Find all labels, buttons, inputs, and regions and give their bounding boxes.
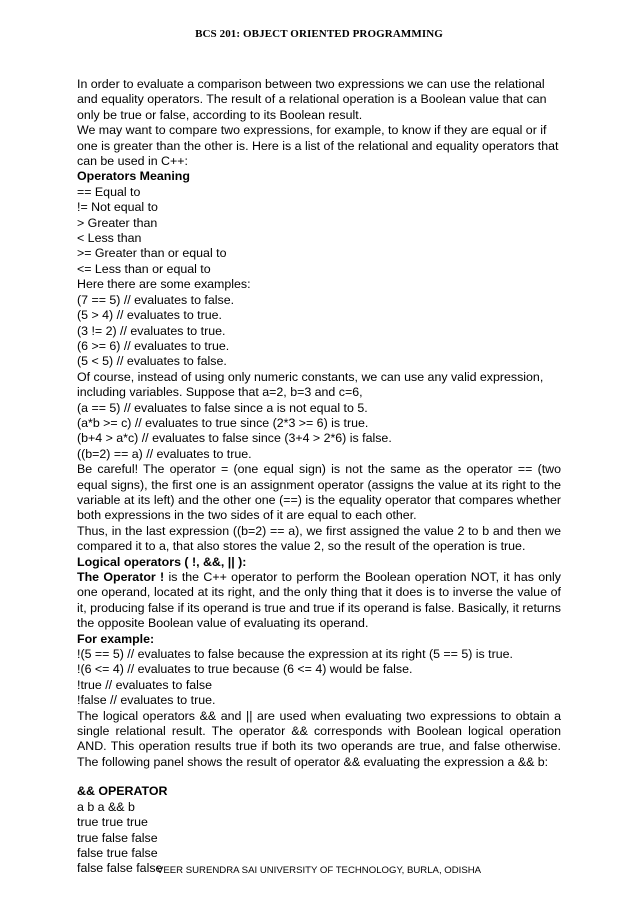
text-line: !(5 == 5) // evaluates to false because the expression at its right (5 == 5) is true.	[77, 647, 513, 662]
text-line: (a*b >= c) // evaluates to true since (2*3 >= 6) is true.	[77, 415, 369, 430]
text-line: Be careful! The operator = (one equal sign) is not the same as the operator == (two	[77, 462, 561, 477]
text-line: ((b=2) == a) // evaluates to true.	[77, 446, 252, 461]
text-line: > Greater than	[77, 215, 158, 230]
text-line: the opposite Boolean value of evaluating its operand.	[77, 616, 369, 631]
text-line: < Less than	[77, 231, 142, 246]
text-line: !true // evaluates to false	[77, 677, 212, 692]
text-line: (7 == 5) // evaluates to false.	[77, 292, 235, 307]
text-line: compared it to a, that also stores the value 2, so the result of the operation is true.	[77, 539, 526, 554]
text-line: (6 >= 6) // evaluates to true.	[77, 338, 230, 353]
page-header: BCS 201: OBJECT ORIENTED PROGRAMMING	[195, 28, 443, 40]
text-line: !false // evaluates to true.	[77, 693, 216, 708]
text-line	[77, 570, 561, 585]
page-footer: VEER SURENDRA SAI UNIVERSITY OF TECHNOLOGY, BURLA, ODISHA	[156, 865, 482, 876]
text-line: (3 != 2) // evaluates to true.	[77, 323, 226, 338]
text-line: variable at its left) and the other one (==) is the equality operator that compares whether	[77, 492, 561, 507]
text-line: (b+4 > a*c) // evaluates to false since (3+4 > 2*6) is false.	[77, 431, 392, 446]
text-line: !(6 <= 4) // evaluates to true because (6 <= 4) would be false.	[77, 662, 413, 677]
text-line: it, producing false if its operand is true and true if its operand is false. Basically, it returns	[77, 600, 561, 615]
text-line: including variables. Suppose that a=2, b=3 and c=6,	[77, 385, 363, 400]
text-line: one operand, located at its right, and the only thing that it does is to inverse the value of	[77, 585, 561, 600]
text-line: Logical operators ( !, &&, || ):	[77, 554, 247, 569]
text-line: and equality operators. The result of a relational operation is a Boolean value that can	[77, 92, 547, 107]
text-line: The logical operators && and || are used when evaluating two expressions to obtain a	[77, 708, 561, 723]
text-line: single relational result. The operator && corresponds with Boolean logical operation	[77, 724, 561, 739]
text-line: false true false	[77, 845, 158, 860]
paragraph-gap	[77, 770, 561, 784]
text-line: can be used in C++:	[77, 154, 188, 169]
text-line: Here there are some examples:	[77, 277, 251, 292]
line-text: is the C++ operator to perform the Boolean operation NOT, it has only	[164, 570, 561, 584]
text-line: <= Less than or equal to	[77, 261, 211, 276]
text-line: (5 > 4) // evaluates to true.	[77, 308, 222, 323]
text-line: equal signs), the first one is an assignment operator (assigns the value at its right to the	[77, 477, 561, 492]
text-line: AND. This operation results true if both its two operands are true, and false otherwise.	[77, 739, 561, 754]
text-line: Operators Meaning	[77, 169, 190, 184]
text-line: The following panel shows the result of operator && evaluating the expression a && b:	[77, 754, 549, 769]
text-line: a b a && b	[77, 799, 135, 814]
bold-lead: The Operator !	[77, 570, 165, 584]
text-line: one is greater than the other is. Here is a list of the relational and equality operators that	[77, 138, 559, 153]
text-line: We may want to compare two expressions, for example, to know if they are equal or if	[77, 123, 547, 138]
text-line: In order to evaluate a comparison between two expressions we can use the relational	[77, 77, 545, 91]
text-line: For example:	[77, 631, 155, 646]
text-line: only be true or false, according to its Boolean result.	[77, 107, 363, 122]
text-line: == Equal to	[77, 184, 141, 199]
text-line: (5 < 5) // evaluates to false.	[77, 354, 227, 369]
text-line: both expressions in the two sides of it are equal to each other.	[77, 508, 417, 523]
text-line: != Not equal to	[77, 200, 158, 215]
page-body	[77, 77, 561, 877]
text-line: true true true	[77, 815, 148, 830]
text-line: >= Greater than or equal to	[77, 246, 227, 261]
text-line: && OPERATOR	[77, 784, 168, 799]
text-line: false false false	[77, 861, 163, 876]
text-line: (a == 5) // evaluates to false since a is not equal to 5.	[77, 400, 368, 415]
text-line: Of course, instead of using only numeric constants, we can use any valid expression,	[77, 369, 544, 384]
text-line: true false false	[77, 830, 158, 845]
text-line: Thus, in the last expression ((b=2) == a), we first assigned the value 2 to b and then we	[77, 523, 561, 538]
